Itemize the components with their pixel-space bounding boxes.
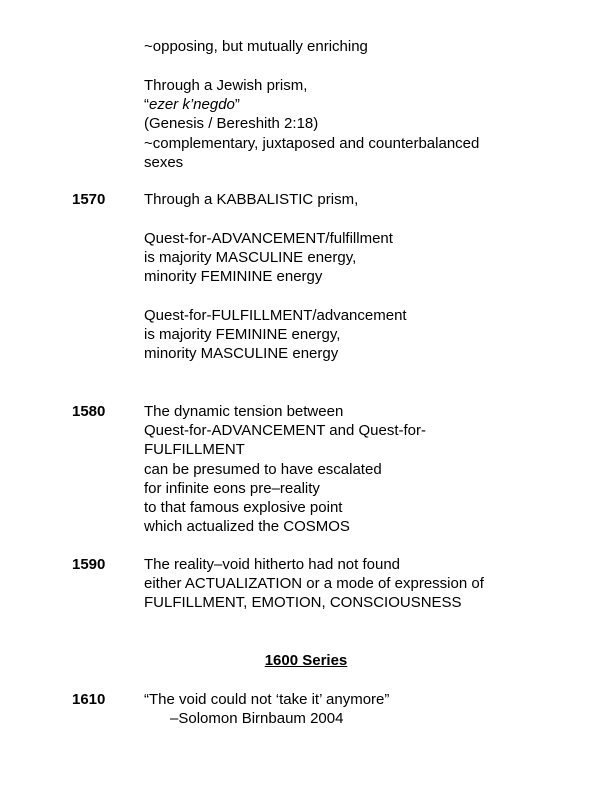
text-line: either ACTUALIZATION or a mode of expression of [144,575,484,593]
quote-line: “The void could not ‘take it’ anymore” [144,691,390,708]
section-1590 [144,555,584,613]
advancement-line: Quest-for-ADVANCEMENT/fulfillment [144,230,393,247]
text-line: The dynamic tension between [144,403,344,420]
text-line: FULFILLMENT, EMOTION, CONSCIOUSNESS [144,594,462,612]
text-line: Quest-for-ADVANCEMENT and Quest-for- [144,422,427,440]
jewish-prism-line: Through a Jewish prism, [144,77,308,94]
text-line: FULFILLMENT [144,441,245,459]
section-1580 [144,402,584,536]
sexes-line: sexes [144,153,184,171]
fulfillment-energy-block [144,306,584,364]
fulfillment-feminine-line: is majority FEMININE energy, [144,326,341,344]
series-heading: 1600 Series [264,652,348,669]
intro-line: ~opposing, but mutually enriching [144,38,368,55]
jewish-prism-block [144,76,584,172]
advancement-feminine-line: minority FEMININE energy [144,268,323,286]
advancement-energy-block [144,229,584,287]
fulfillment-masculine-line: minority MASCULINE energy [144,345,339,363]
text-line: for infinite eons pre–reality [144,479,320,497]
attribution-line: –Solomon Birnbaum 2004 [170,710,344,728]
section-1570 [144,190,584,209]
open-quote: “ [144,96,149,114]
text-line: to that famous explosive point [144,499,343,517]
text-line: The reality–void hitherto had not found [144,556,401,573]
section-1610 [144,690,584,728]
genesis-reference: (Genesis / Bereshith 2:18) [144,115,319,133]
complementary-line: ~complementary, juxtaposed and counterbalanced [144,134,480,152]
intro-block [144,37,584,56]
text-line: can be presumed to have escalated [144,460,382,478]
ezer-knegdo-line [144,95,584,114]
ezer-knegdo-term: ezer k’negdo [149,96,235,114]
text-line: which actualized the COSMOS [144,518,350,536]
advancement-masculine-line: is majority MASCULINE energy, [144,249,357,267]
fulfillment-line: Quest-for-FULFILLMENT/advancement [144,307,407,324]
section-number-1570: 1570 [72,191,106,208]
section-number-1580: 1580 [72,403,106,420]
kabbalistic-prism-line: Through a KABBALISTIC prism, [144,191,359,208]
close-quote: ” [234,96,240,114]
section-number-1610: 1610 [72,691,106,708]
section-number-1590: 1590 [72,556,106,573]
